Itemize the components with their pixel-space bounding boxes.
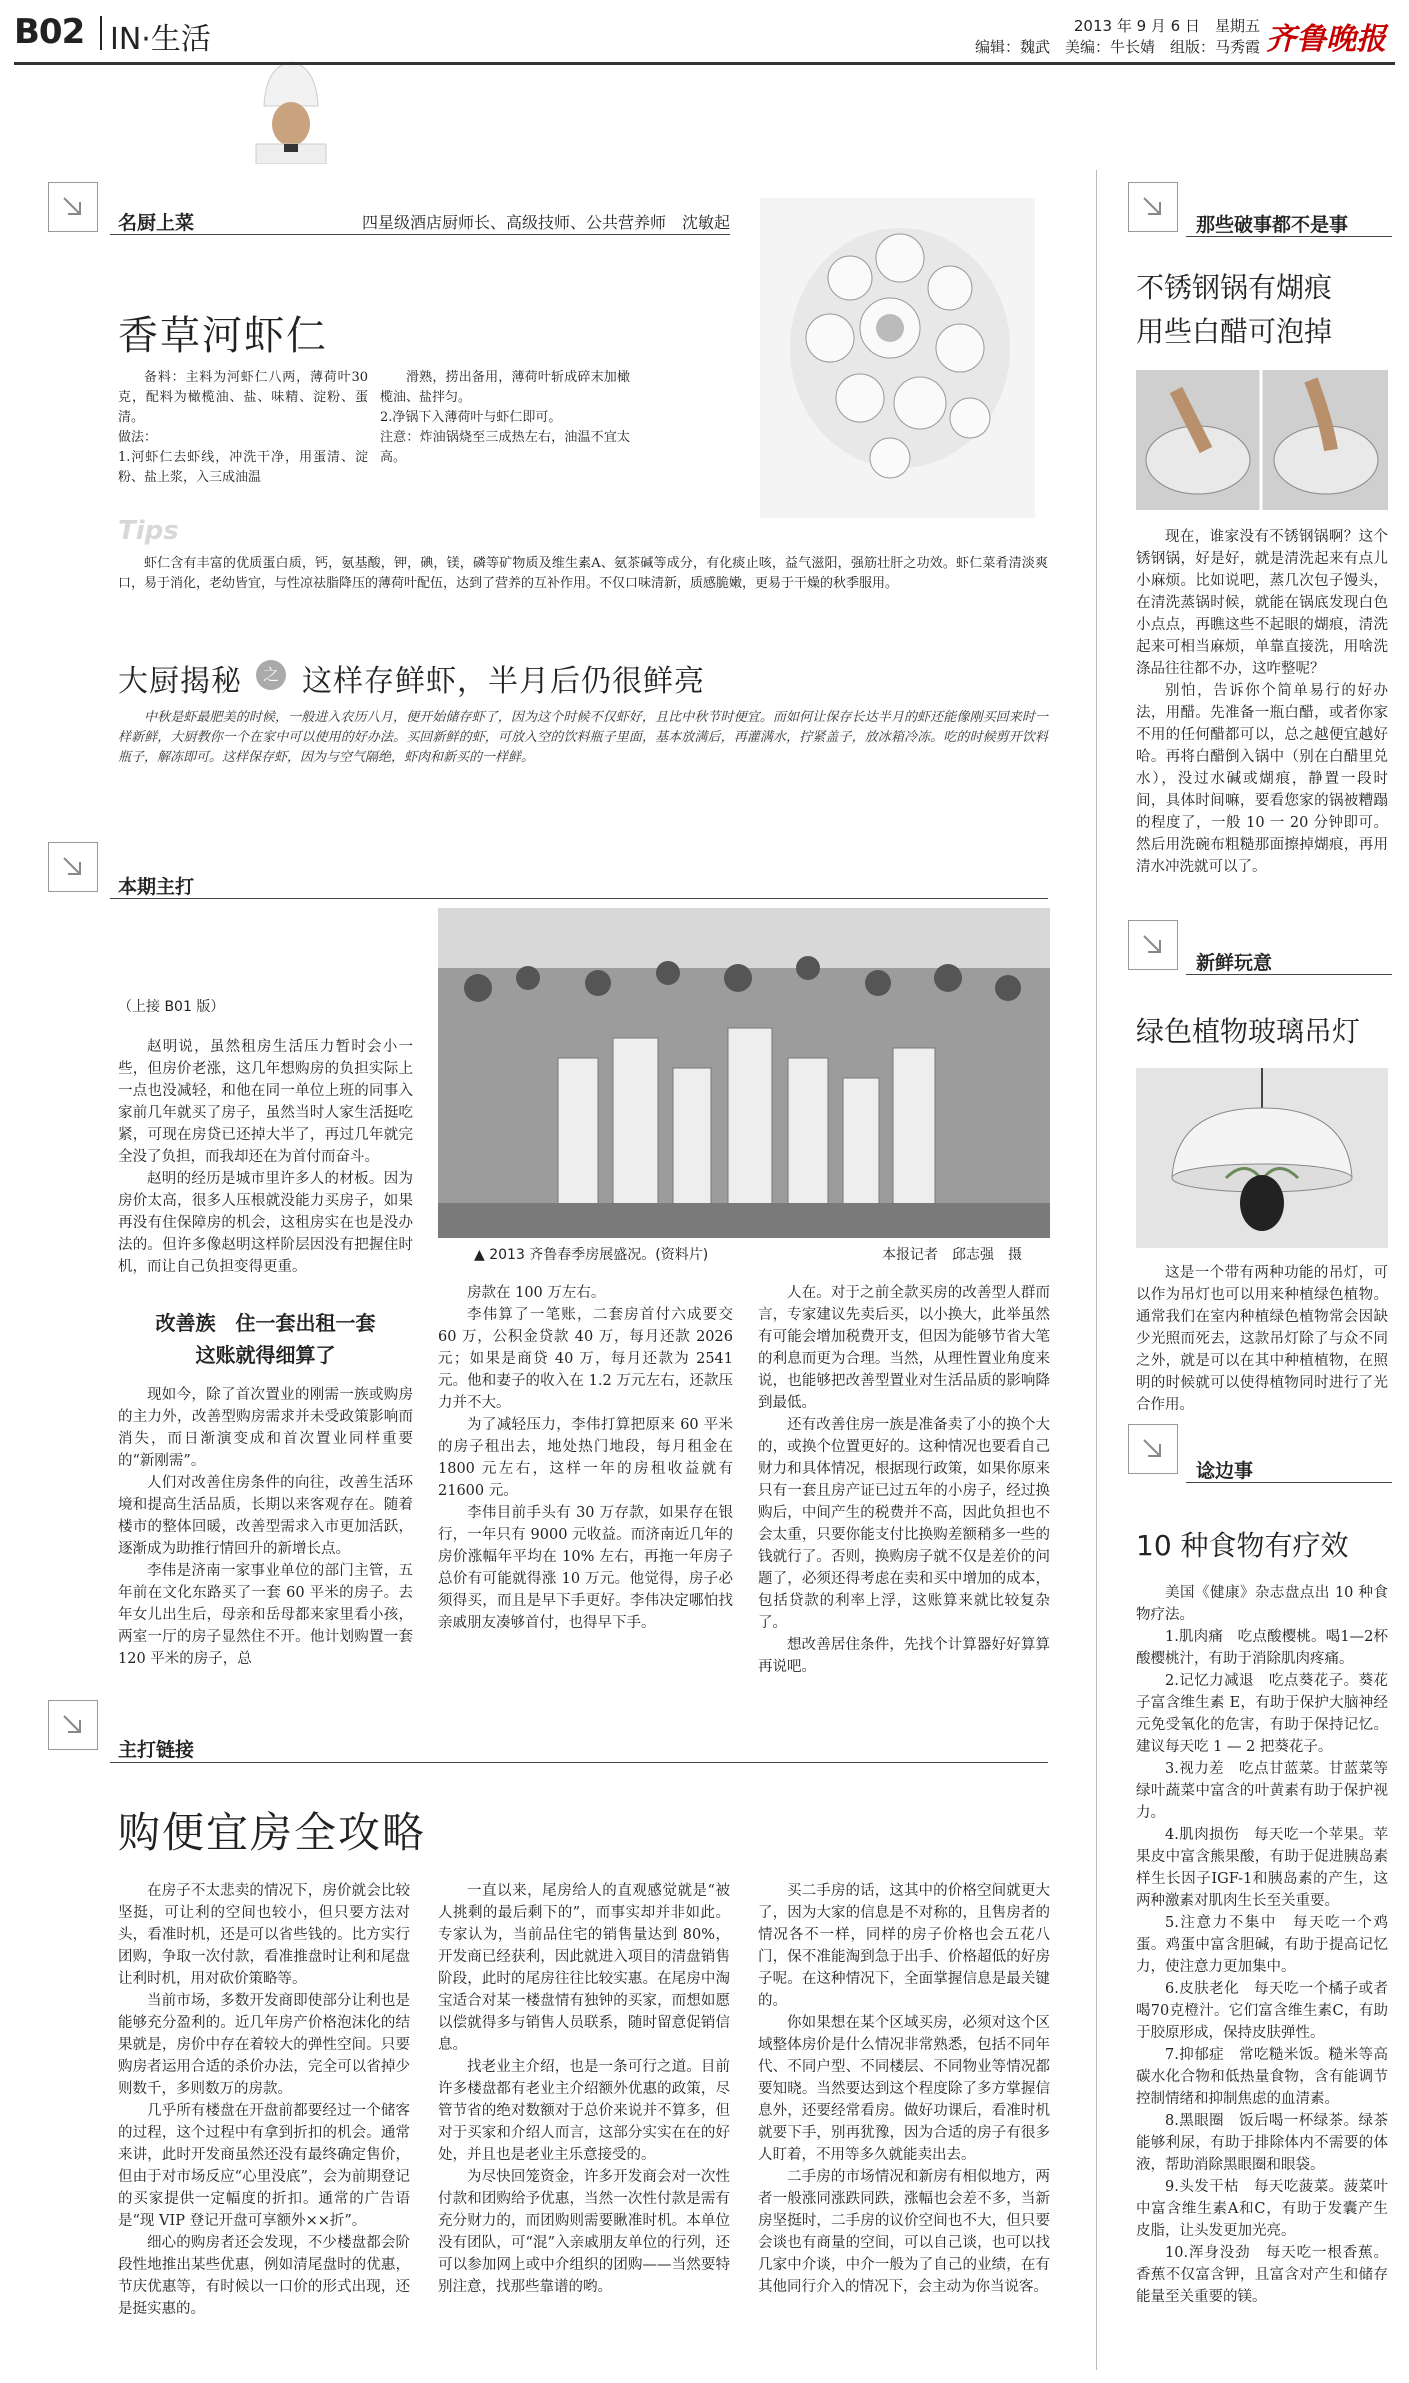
secret-title: 这样存鲜虾，半月后仍很鲜亮 <box>302 664 705 699</box>
list-item: 6.皮肤老化 每天吃一个橘子或者喝70克橙汁。它们富含维生素C，有助于胶原形成，保持皮肤弹性。 <box>1136 1981 1388 2041</box>
tag-underline <box>110 234 730 235</box>
glass-lamp-photo <box>1136 1068 1388 1248</box>
main-col1 <box>118 1036 413 1278</box>
paragraph: 人们对改善住房条件的向往，改善生活环境和提高生活品质，长期以来客观存在。随着楼市的整体回暖，改善型需求入市更加活跃，逐渐成为助推行情回升的新增长点。 <box>118 1475 413 1557</box>
chef-portrait <box>244 56 338 164</box>
paragraph: 房款在 100 万左右。 <box>467 1285 606 1301</box>
main-col1b <box>118 1384 413 1670</box>
tag-underline <box>110 1762 1048 1763</box>
list-item: 4.肌肉损伤 每天吃一个苹果。苹果皮中富含熊果酸，有助于促进胰岛素样生长因子IGF-1和胰岛素的产生，这两种激素对肌肉生长至关重要。 <box>1136 1827 1388 1909</box>
secret-lead: 中秋是虾最肥美的时候，一般进入农历八月，便开始储存虾了，因为这个时候不仅虾好，且比中秋节时便宜。而如何让保存长达半月的虾还能像刚买回来时一样新鲜，大厨教你一个在家中可以使用的好办法。买回新鲜的虾，可放入空的饮料瓶子里面，基本放满后，再灌满水，拧紧盖子，放冰箱冷冻。吃的时候剪开饮料瓶子，解冻即可。这样保存虾，因为与空气隔绝，虾肉和新买的一样鲜。 <box>118 710 1048 765</box>
paragraph: 李伟算了一笔账，二套房首付六成要交 60 万，公积金贷款 40 万，每月还款 2026 元；如果是商贷 40 万，每月还款为 2541 元。他和妻子的收入在 1.2 万元左右，还款压力并不大。 <box>438 1307 733 1411</box>
paragraph: 二手房的市场情况和新房有相似地方，两者一般涨同涨跌同跌，涨幅也会差不多，当新房坚挺时，二手房的议价空间也不大，但只要会谈也有商量的空间，可以自己谈，也可以找几家中介谈，中介一般为了自己的业绩，在有其他同行介入的情况下，会主动为你当说客。 <box>758 2169 1050 2295</box>
side1-title-2: 用些白醋可泡掉 <box>1136 315 1333 348</box>
secret-title-a: 大厨揭秘 <box>118 664 242 699</box>
tag-underline <box>110 898 1048 899</box>
arrow-icon <box>48 1700 98 1750</box>
paragraph: 赵明的经历是城市里许多人的材板。因为房价太高，很多人压根就没能力买房子，如果再没有住保障房的机会，这租房实在也是没办法的。但许多像赵明这样阶层因没有把握住时机，而让自己负担变得更重。 <box>118 1171 413 1275</box>
paragraph: 一直以来，尾房给人的直观感觉就是“被人挑剩的最后剩下的”，而事实却并非如此。专家认为，当前品住宅的销售量达到 80%，开发商已经获利，因此就进入项目的清盘销售阶段，此时的尾房往往比较实惠。在尾房中淘宝适合对某一楼盘情有独钟的买家，而想如愿以偿就得多与销售人员联系，随时留意促销信息。 <box>438 1883 730 2053</box>
chef-credentials: 四星级酒店厨师长、高级技师、公共营养师 沈敏起 <box>362 213 731 232</box>
arrow-icon <box>1128 182 1178 232</box>
tag-underline <box>1186 974 1392 975</box>
paragraph: 现如今，除了首次置业的刚需一族或购房的主力外，改善型购房需求并未受政策影响而消失，而日渐演变成和首次置业同样重要的“新刚需”。 <box>118 1387 413 1469</box>
arrow-icon <box>48 842 98 892</box>
link-title: 购便宜房全攻略 <box>118 1808 427 1857</box>
chef-col1: 备料：主料为河虾仁八两，薄荷叶30克，配料为橄榄油、盐、味精、淀粉、蛋清。 做法： 1.河虾仁去虾线，冲洗干净，用蛋清、淀粉、盐上浆，入三成油温 <box>118 370 368 485</box>
paragraph: 人在。对于之前全款买房的改善型人群而言，专家建议先卖后买，以小换大，此举虽然有可能会增加税费开支，但因为能够节省大笔的利息而更为合理。当然，从理性置业角度来说，也能够把改善型置业对生活品质的影响降到最低。 <box>758 1285 1050 1411</box>
secret-badge: 之 <box>256 660 286 690</box>
side3-text <box>1136 1582 1388 2308</box>
photo-credit: 本报记者 邱志强 摄 <box>882 1247 1022 1263</box>
list-item: 2.记忆力减退 吃点葵花子。葵花子富含维生素 E，有助于保护大脑神经元免受氧化的危害，有助于保持记忆。建议每天吃 1 — 2 把葵花子。 <box>1136 1673 1388 1755</box>
paragraph: 为尽快回笼资金，许多开发商会对一次性付款和团购给予优惠，当然一次性付款是需有充分财力的，而团购则需要瞅准时机。本单位没有团队，可“混”入亲戚朋友单位的行列，还可以参加网上或中介组织的团购——当然要特别注意，找那些靠谱的哟。 <box>438 2169 730 2295</box>
paragraph: 美国《健康》杂志盘点出 10 种食物疗法。 <box>1136 1585 1388 1623</box>
tag-underline <box>1186 1482 1392 1483</box>
list-item: 5.注意力不集中 每天吃一个鸡蛋。鸡蛋中富含胆碱，有助于提高记忆力，使注意力更加集中。 <box>1136 1915 1388 1975</box>
list-item: 1.肌肉痛 吃点酸樱桃。喝1—2杯酸樱桃汁，有助于消除肌肉疼痛。 <box>1136 1629 1388 1667</box>
tag-side2: 新鲜玩意 <box>1196 952 1273 974</box>
link-col3 <box>758 1880 1050 2298</box>
side2-title: 绿色植物玻璃吊灯 <box>1136 1015 1361 1048</box>
tag-link: 主打链接 <box>118 1739 195 1761</box>
side1-title-1: 不锈钢锅有煳痕 <box>1136 271 1333 304</box>
paragraph: 李伟目前手头有 30 万存款，如果存在银行，一年只有 9000 元收益。而济南近几年的房价涨幅年平均在 10% 左右，再拖一年房子总价有可能就得涨 10 万元。他觉得，房子必须得买，而且是早下手更好。李伟决定哪怕找亲戚朋友凑够首付，也得早下手。 <box>438 1505 733 1631</box>
paragraph: 细心的购房者还会发现，不少楼盘都会阶段性地推出某些优惠，例如清尾盘时的优惠，节庆优惠等，有时候以一口价的形式出现，还是挺实惠的。 <box>118 2235 410 2317</box>
arrow-icon <box>48 182 98 232</box>
tag-chef: 名厨上菜 <box>118 212 195 234</box>
chef-tips: 虾仁含有丰富的优质蛋白质，钙，氨基酸，钾，碘，镁，磷等矿物质及维生素A、氨茶碱等成分，有化痰止咳，益气滋阳，强筋壮肝之功效。虾仁菜肴清淡爽口，易于消化，老幼皆宜，与性凉祛脂降压的薄荷叶配伍，达到了营养的互补作用。不仅口味清新，质感脆嫩，更易于干燥的秋季服用。 <box>118 556 1048 591</box>
masthead-logo: 齐鲁晚报 <box>1266 22 1386 57</box>
header-rule <box>14 62 1395 65</box>
continued-note: （上接 B01 版） <box>118 999 225 1015</box>
header-divider <box>100 16 102 50</box>
date-line: 2013 年 9 月 6 日 星期五 <box>1073 17 1260 35</box>
side3-title: 10 种食物有疗效 <box>1136 1529 1349 1562</box>
list-item: 8.黑眼圈 饭后喝一杯绿茶。绿茶能够利尿，有助于排除体内不需要的体液，帮助消除黑眼圈和眼袋。 <box>1136 2113 1388 2173</box>
list-item: 3.视力差 吃点甘蓝菜。甘蓝菜等绿叶蔬菜中富含的叶黄素有助于保护视力。 <box>1136 1761 1388 1821</box>
paragraph: 别怕，告诉你个简单易行的好办法，用醋。先准备一瓶白醋，或者你家不用的任何醋都可以，总之越便宜越好哈。再将白醋倒入锅中（别在白醋里兑水），没过水碱或煳痕，静置一段时间，具体时间嘛，要看您家的锅被糟蹋的程度了，一般 10 一 20 分钟即可。然后用洗碗布粗糙那面擦掉煳痕，再用清水冲洗就可以了。 <box>1136 683 1388 875</box>
link-col1 <box>118 1880 410 2320</box>
tag-side3: 谂边事 <box>1196 1460 1254 1482</box>
arrow-icon <box>1128 920 1178 970</box>
main-col3 <box>758 1282 1050 1678</box>
paragraph: 赵明说，虽然租房生活压力暂时会小一些，但房价老涨，这几年想购房的负担实际上一点也没减轻，和他在同一单位上班的同事入家前几年就买了房子，虽然当时人家生活挺吃紧，可现在房贷已还掉大半了，再过几年就完全没了负担，而我却还在为首付而奋斗。 <box>118 1039 413 1165</box>
side2-text: 这是一个带有两种功能的吊灯，可以作为吊灯也可以用来种植绿色植物。通常我们在室内种植绿色植物常会因缺少光照而死去，这款吊灯除了与众不同之外，就是可以在其中种植植物，在照明的时候就可以使得植物同时进行了光合作用。 <box>1136 1265 1388 1413</box>
paragraph: 当前市场，多数开发商即使部分让利也是能够充分盈利的。近几年房产价格泡沫化的结果就是，房价中存在着较大的弹性空间。只要购房者运用合适的杀价办法，完全可以省掉少则数千，多则数万的房款。 <box>118 1993 410 2097</box>
subhead-2: 这账就得细算了 <box>195 1343 336 1367</box>
list-item: 10.浑身没劲 每天吃一根香蕉。香蕉不仅富含钾，且富含对产生和储存能量至关重要的镁。 <box>1136 2245 1388 2305</box>
side1-text <box>1136 526 1388 878</box>
tag-main: 本期主打 <box>118 876 195 898</box>
paragraph: 还有改善住房一族是准备卖了小的换个大的，或换个位置更好的。这种情况也要看自己财力和具体情况，根据现行政策，如果你原来只有一套且房产证已过五年的小房子，经过换购后，中间产生的税费并不高，因此负担也不会太重，只要你能支付比换购差额稍多一些的钱就行了。否则，换购房子就不仅是差价的问题了，必须还得考虑在卖和买中增加的成本，包括贷款的利率上浮，这账算来就比较复杂了。 <box>758 1417 1050 1631</box>
editors-line: 编辑：魏武 美编：牛长婧 组版：马秀霞 <box>974 38 1260 56</box>
photo-caption: ▲ 2013 齐鲁春季房展盛况。(资料片) <box>474 1247 709 1263</box>
paragraph: 现在，谁家没有不锈钢锅啊？这个锈钢锅，好是好，就是清洗起来有点儿小麻烦。比如说吧，蒸几次包子馒头，在清洗蒸锅时候，就能在锅底发现白色小点点，再瞧这些不起眼的煳痕，清洗起来可相当麻烦，单靠直接洗，用啥洗涤品往往都不办，这咋整呢？ <box>1136 529 1388 677</box>
shrimp-dish-photo <box>760 198 1035 518</box>
list-item: 9.头发干枯 每天吃菠菜。菠菜叶中富含维生素A和C，有助于发囊产生皮脂，让头发更加光亮。 <box>1136 2179 1388 2239</box>
tag-underline <box>1186 236 1392 237</box>
chef-title: 香草河虾仁 <box>118 313 328 359</box>
link-col2 <box>438 1880 730 2298</box>
section-name: IN·生活 <box>110 22 211 57</box>
paragraph: 买二手房的话，这其中的价格空间就更大了，因为大家的信息是不对称的，且售房者的情况各不一样，同样的房子价格也会五花八门，保不准能淘到急于出手、价格超低的好房子呢。在这种情况下，全面掌握信息是最关键的。 <box>758 1883 1050 2009</box>
paragraph: 在房子不太悲卖的情况下，房价就会比较坚挺，可让利的空间也较小，但只要方法对头，看准时机，还是可以省些钱的。比方实行团购，争取一次付款，看准推盘时让利和尾盘让利时机，用对砍价策略等。 <box>118 1883 410 1987</box>
page-code: B02 <box>14 12 85 52</box>
paragraph: 你如果想在某个区域买房，必须对这个区域整体房价是什么情况非常熟悉，包括不同年代、不同户型、不同楼层、不同物业等情况都要知晓。当然要达到这个程度除了多方掌握信息外，还要经常看房。做好功课后，看准时机就要下手，别再犹豫，因为合适的房子有很多人盯着，不用等多久就能卖出去。 <box>758 2015 1050 2163</box>
paragraph: 找老业主介绍，也是一条可行之道。目前许多楼盘都有老业主介绍额外优惠的政策，尽管节省的绝对数额对于总价来说并不算多，但对于买家和介绍人而言，这部分实实在在的好处，并且也是老业主乐意接受的。 <box>438 2059 730 2163</box>
arrow-icon <box>1128 1424 1178 1474</box>
housing-expo-photo <box>438 908 1050 1238</box>
sidebar-divider <box>1096 170 1097 2370</box>
list-item: 7.抑郁症 常吃糙米饭。糙米等高碳水化合物和低热量食物，含有能调节控制情绪和抑制焦虑的血清素。 <box>1136 2047 1388 2107</box>
paragraph: 为了减轻压力，李伟打算把原来 60 平米的房子租出去，地处热门地段，每月租金在 1800 元左右，这样一年的房租收益就有 21600 元。 <box>438 1417 733 1499</box>
paragraph: 几乎所有楼盘在开盘前都要经过一个储客的过程，这个过程中有拿到折扣的机会。通常来讲，此时开发商虽然还没有最终确定售价，但由于对市场反应“心里没底”，会为前期登记的买家提供一定幅度的折扣。通常的广告语是“现 VIP 登记开盘可享额外××折”。 <box>118 2103 410 2229</box>
main-col2 <box>438 1282 733 1634</box>
chef-col2: 滑熟，捞出备用，薄荷叶斩成碎末加橄榄油、盐拌匀。 2.净锅下入薄荷叶与虾仁即可。 注意：炸油锅烧至三成热左右，油温不宜太高。 <box>380 370 630 465</box>
steel-pot-photo <box>1136 370 1388 510</box>
paragraph: 想改善居住条件，先找个计算器好好算算再说吧。 <box>758 1637 1050 1675</box>
paragraph: 李伟是济南一家事业单位的部门主管，五年前在文化东路买了一套 60 平米的房子。去年女儿出生后，母亲和岳母都来家里看小孩，两室一厅的房子显然住不开。他计划购置一套 120 平米的房子，总 <box>118 1563 413 1667</box>
tips-label: Tips <box>118 516 179 546</box>
subhead-1: 改善族 住一套出租一套 <box>155 1311 376 1335</box>
tag-side1: 那些破事都不是事 <box>1196 214 1349 236</box>
